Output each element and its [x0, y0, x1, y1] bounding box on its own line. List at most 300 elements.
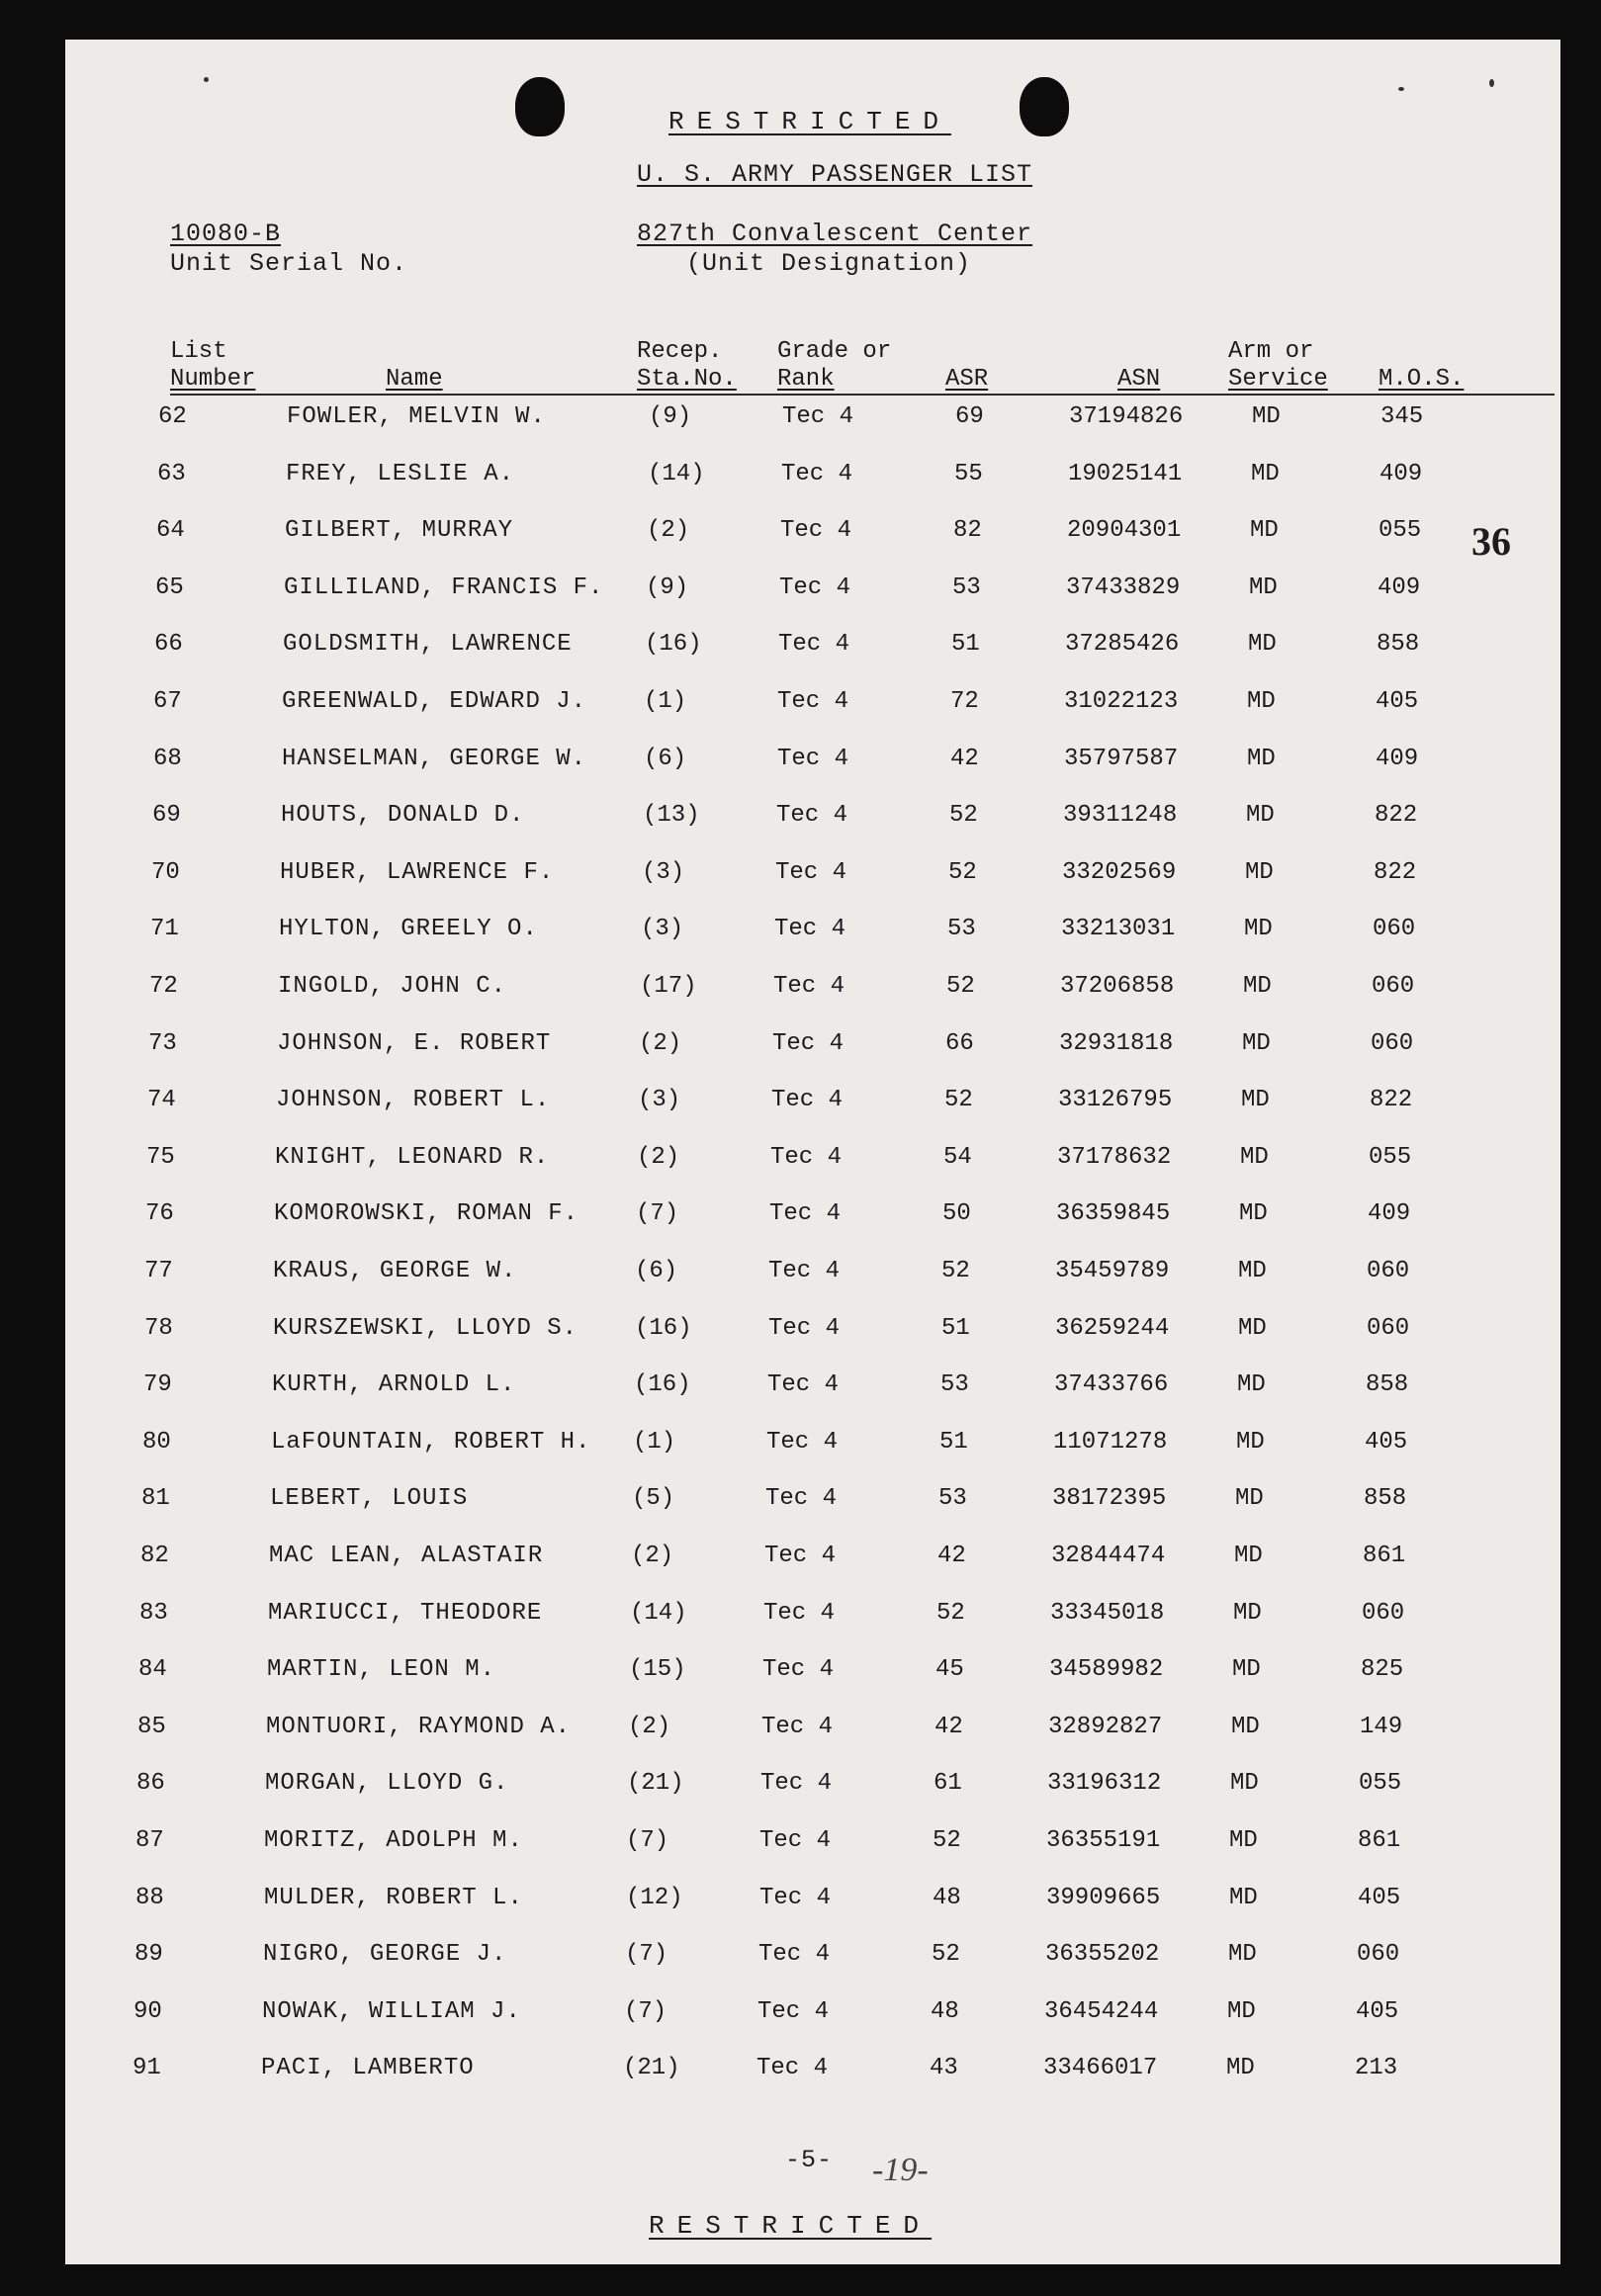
col-header-line: Rank [777, 366, 835, 393]
table-row [65, 1429, 1560, 1468]
recep-sta-cell: (15) [629, 1656, 686, 1684]
list-number-cell: 83 [139, 1599, 168, 1627]
asr-cell: 42 [950, 745, 979, 772]
arm-cell: MD [1231, 1713, 1260, 1740]
recep-sta-cell: (16) [634, 1371, 691, 1399]
arm-cell: MD [1248, 631, 1277, 659]
table-row [65, 688, 1560, 728]
grade-cell: Tec 4 [762, 1656, 835, 1684]
recep-sta-cell: (16) [635, 1314, 692, 1342]
list-number-cell: 69 [152, 802, 181, 830]
asn-cell: 33196312 [1047, 1770, 1162, 1798]
arm-cell: MD [1247, 688, 1276, 715]
asr-cell: 51 [941, 1314, 970, 1342]
table-row [65, 461, 1560, 500]
mos-cell: 060 [1367, 1258, 1410, 1284]
asn-cell: 36454244 [1044, 1997, 1159, 2025]
asr-cell: 45 [935, 1656, 964, 1684]
mos-cell: 405 [1376, 688, 1419, 715]
asr-cell: 43 [930, 2055, 958, 2082]
list-number-cell: 85 [137, 1713, 166, 1740]
grade-cell: Tec 4 [768, 1258, 841, 1284]
mos-cell: 055 [1379, 517, 1422, 545]
asr-cell: 53 [938, 1485, 967, 1513]
asn-cell: 31022123 [1064, 688, 1179, 715]
grade-cell: Tec 4 [757, 1997, 830, 2025]
name-cell: KRAUS, GEORGE W. [273, 1258, 517, 1284]
table-row [65, 1543, 1560, 1582]
list-number-cell: 87 [135, 1827, 164, 1854]
table-row [65, 1030, 1560, 1070]
col-header-line: Service [1228, 366, 1328, 393]
arm-cell: MD [1239, 1200, 1268, 1228]
asr-cell: 48 [931, 1997, 959, 2025]
asr-cell: 52 [946, 973, 975, 1000]
arm-cell: MD [1245, 858, 1274, 886]
recep-sta-cell: (6) [635, 1258, 678, 1284]
name-cell: JOHNSON, E. ROBERT [277, 1029, 552, 1057]
name-cell: NIGRO, GEORGE J. [263, 1941, 507, 1969]
unit-designation-label: (Unit Designation) [686, 249, 972, 278]
col-header-name [386, 366, 443, 394]
asr-cell: 51 [951, 631, 980, 659]
grade-cell: Tec 4 [780, 517, 852, 545]
table-row [65, 859, 1560, 899]
table-row [65, 746, 1560, 785]
mos-cell: 060 [1372, 973, 1415, 1000]
col-header-asr [945, 366, 988, 394]
asr-cell: 50 [942, 1200, 971, 1228]
mos-cell: 409 [1376, 745, 1419, 772]
grade-cell: Tec 4 [759, 1884, 832, 1911]
mos-cell: 822 [1370, 1087, 1413, 1114]
name-cell: KNIGHT, LEONARD R. [275, 1143, 550, 1171]
page-number: -5- [785, 2146, 834, 2174]
asn-cell: 38172395 [1052, 1485, 1167, 1513]
arm-cell: MD [1234, 1543, 1263, 1569]
grade-cell: Tec 4 [775, 858, 847, 886]
grade-cell: Tec 4 [773, 973, 845, 1000]
asn-cell: 37194826 [1069, 403, 1184, 430]
arm-cell: MD [1226, 2055, 1255, 2082]
asr-cell: 48 [933, 1884, 961, 1911]
asn-cell: 36355202 [1045, 1941, 1160, 1969]
arm-cell: MD [1232, 1656, 1261, 1684]
unit-serial-label: Unit Serial No. [170, 249, 408, 278]
list-number-cell: 73 [148, 1029, 177, 1057]
list-number-cell: 91 [133, 2055, 161, 2082]
name-cell: KOMOROWSKI, ROMAN F. [274, 1200, 579, 1228]
speck [204, 77, 209, 82]
table-row [65, 916, 1560, 955]
grade-cell: Tec 4 [760, 1770, 833, 1798]
asn-cell: 39909665 [1046, 1884, 1161, 1911]
table-row [65, 1714, 1560, 1753]
name-cell: GREENWALD, EDWARD J. [282, 688, 587, 715]
mos-cell: 409 [1368, 1200, 1411, 1228]
recep-sta-cell: (3) [641, 916, 684, 943]
mos-cell: 405 [1356, 1997, 1399, 2025]
name-cell: MORITZ, ADOLPH M. [264, 1827, 523, 1854]
grade-cell: Tec 4 [756, 2055, 829, 2082]
mos-cell: 060 [1362, 1599, 1405, 1627]
list-number-cell: 70 [151, 858, 180, 886]
name-cell: NOWAK, WILLIAM J. [262, 1997, 521, 2025]
name-cell: MARIUCCI, THEODORE [268, 1599, 543, 1627]
table-row [65, 1371, 1560, 1411]
asr-cell: 51 [939, 1428, 968, 1456]
asr-cell: 72 [950, 688, 979, 715]
table-row [65, 802, 1560, 841]
recep-sta-cell: (2) [639, 1029, 682, 1057]
name-cell: LaFOUNTAIN, ROBERT H. [271, 1428, 591, 1456]
name-cell: MONTUORI, RAYMOND A. [266, 1713, 572, 1740]
asr-cell: 66 [945, 1029, 974, 1057]
table-row [65, 1315, 1560, 1355]
mos-cell: 409 [1378, 574, 1421, 601]
table-row [65, 574, 1560, 614]
recep-sta-cell: (5) [632, 1485, 675, 1513]
table-row [65, 1087, 1560, 1126]
asn-cell: 19025141 [1068, 460, 1183, 487]
speck [1489, 79, 1494, 87]
list-number-cell: 81 [141, 1485, 170, 1513]
arm-cell: MD [1247, 745, 1276, 772]
name-cell: FOWLER, MELVIN W. [287, 403, 546, 430]
grade-cell: Tec 4 [777, 688, 849, 715]
asr-cell: 82 [953, 517, 982, 545]
list-number-cell: 80 [142, 1428, 171, 1456]
asn-cell: 37178632 [1057, 1143, 1172, 1171]
name-cell: HOUTS, DONALD D. [281, 802, 525, 830]
recep-sta-cell: (7) [625, 1941, 668, 1969]
col-header-line: Recep. [637, 338, 723, 365]
asn-cell: 35797587 [1064, 745, 1179, 772]
grade-cell: Tec 4 [777, 745, 849, 772]
name-cell: MULDER, ROBERT L. [264, 1884, 523, 1911]
mos-cell: 405 [1365, 1428, 1408, 1456]
arm-cell: MD [1242, 1029, 1271, 1057]
grade-cell: Tec 4 [764, 1543, 837, 1569]
list-number-cell: 66 [154, 631, 183, 659]
asn-cell: 33202569 [1062, 858, 1177, 886]
mos-cell: 060 [1371, 1029, 1414, 1057]
grade-cell: Tec 4 [759, 1827, 832, 1854]
asr-cell: 53 [940, 1371, 969, 1399]
table-row [65, 1998, 1560, 2038]
recep-sta-cell: (2) [637, 1143, 680, 1171]
list-number-cell: 65 [155, 574, 184, 601]
name-cell: GILLILAND, FRANCIS F. [284, 574, 604, 601]
list-number-cell: 76 [145, 1200, 174, 1228]
asr-cell: 55 [954, 460, 983, 487]
mos-cell: 060 [1357, 1941, 1400, 1969]
asn-cell: 37433829 [1066, 574, 1181, 601]
recep-sta-cell: (6) [644, 745, 687, 772]
recep-sta-cell: (14) [630, 1599, 687, 1627]
mos-cell: 861 [1358, 1827, 1401, 1854]
punch-hole-left [515, 77, 565, 136]
col-header-line: Number [170, 366, 256, 393]
arm-cell: MD [1249, 574, 1278, 601]
mos-cell: 861 [1363, 1543, 1406, 1569]
table-row [65, 1770, 1560, 1810]
asn-cell: 33466017 [1043, 2055, 1158, 2082]
name-cell: MAC LEAN, ALASTAIR [269, 1543, 544, 1569]
recep-sta-cell: (13) [643, 802, 700, 830]
arm-cell: MD [1237, 1371, 1266, 1399]
name-cell: HUBER, LAWRENCE F. [280, 858, 555, 886]
name-cell: GOLDSMITH, LAWRENCE [283, 631, 573, 659]
col-header-line: M.O.S. [1379, 366, 1465, 393]
col-header-mos [1379, 366, 1464, 394]
col-header-grade [777, 338, 891, 394]
name-cell: HYLTON, GREELY O. [279, 916, 538, 943]
recep-sta-cell: (2) [647, 517, 690, 545]
asr-cell: 61 [934, 1770, 962, 1798]
grade-cell: Tec 4 [766, 1428, 839, 1456]
col-header-line: Sta.No. [637, 366, 737, 393]
recep-sta-cell: (21) [623, 2055, 680, 2082]
arm-cell: MD [1233, 1599, 1262, 1627]
col-header-line: Arm or [1228, 338, 1314, 365]
col-header-line: ASR [945, 366, 989, 393]
grade-cell: Tec 4 [769, 1200, 842, 1228]
table-row [65, 1827, 1560, 1867]
mos-cell: 822 [1375, 802, 1418, 830]
mos-cell: 822 [1374, 858, 1417, 886]
asn-cell: 36259244 [1055, 1314, 1170, 1342]
name-cell: PACI, LAMBERTO [261, 2055, 475, 2082]
asr-cell: 54 [943, 1143, 972, 1171]
name-cell: JOHNSON, ROBERT L. [276, 1087, 551, 1114]
classification-top: RESTRICTED [668, 107, 952, 136]
asr-cell: 69 [955, 403, 984, 430]
asn-cell: 32931818 [1059, 1029, 1174, 1057]
table-row [65, 1885, 1560, 1924]
classification-bottom: RESTRICTED [649, 2211, 933, 2241]
table-row [65, 1485, 1560, 1525]
recep-sta-cell: (2) [628, 1713, 671, 1740]
list-number-cell: 72 [149, 973, 178, 1000]
grade-cell: Tec 4 [768, 1314, 841, 1342]
asn-cell: 32892827 [1048, 1713, 1163, 1740]
grade-cell: Tec 4 [774, 916, 846, 943]
grade-cell: Tec 4 [765, 1485, 838, 1513]
list-number-cell: 88 [135, 1884, 164, 1911]
arm-cell: MD [1244, 916, 1273, 943]
table-row [65, 403, 1560, 443]
grade-cell: Tec 4 [767, 1371, 840, 1399]
table-row [65, 2055, 1560, 2094]
asr-cell: 52 [948, 858, 977, 886]
arm-cell: MD [1252, 403, 1281, 430]
asn-cell: 36355191 [1046, 1827, 1161, 1854]
grade-cell: Tec 4 [771, 1087, 844, 1114]
list-number-cell: 67 [153, 688, 182, 715]
asr-cell: 42 [934, 1713, 963, 1740]
grade-cell: Tec 4 [772, 1029, 845, 1057]
arm-cell: MD [1246, 802, 1275, 830]
table-row [65, 1258, 1560, 1297]
recep-sta-cell: (7) [636, 1200, 679, 1228]
mos-cell: 858 [1364, 1485, 1407, 1513]
name-cell: HANSELMAN, GEORGE W. [282, 745, 587, 772]
recep-sta-cell: (1) [633, 1428, 676, 1456]
grade-cell: Tec 4 [761, 1713, 834, 1740]
recep-sta-cell: (9) [649, 403, 692, 430]
grade-cell: Tec 4 [770, 1143, 843, 1171]
asn-cell: 34589982 [1049, 1656, 1164, 1684]
list-number-cell: 90 [133, 1997, 162, 2025]
arm-cell: MD [1229, 1827, 1258, 1854]
list-number-cell: 89 [134, 1941, 163, 1969]
table-row [65, 1600, 1560, 1639]
table-row [65, 1144, 1560, 1184]
list-number-cell: 84 [138, 1656, 167, 1684]
mos-cell: 405 [1358, 1884, 1401, 1911]
unit-designation-value: 827th Convalescent Center [637, 220, 1033, 248]
list-number-cell: 82 [140, 1543, 169, 1569]
asr-cell: 52 [944, 1087, 973, 1114]
table-row [65, 973, 1560, 1013]
arm-cell: MD [1250, 517, 1279, 545]
col-header-recep-sta [637, 338, 737, 394]
mos-cell: 858 [1366, 1371, 1409, 1399]
grade-cell: Tec 4 [763, 1599, 836, 1627]
asn-cell: 36359845 [1056, 1200, 1171, 1228]
document-title: U. S. ARMY PASSENGER LIST [637, 160, 1033, 189]
arm-cell: MD [1243, 973, 1272, 1000]
arm-cell: MD [1235, 1485, 1264, 1513]
mos-cell: 409 [1379, 460, 1423, 487]
asn-cell: 37433766 [1054, 1371, 1169, 1399]
handwritten-page-number: -19- [872, 2152, 929, 2188]
header-rule [170, 394, 1555, 396]
name-cell: GILBERT, MURRAY [285, 517, 514, 545]
grade-cell: Tec 4 [778, 631, 850, 659]
list-number-cell: 86 [136, 1770, 165, 1798]
asn-cell: 33213031 [1061, 916, 1176, 943]
col-header-line: Grade or [777, 338, 892, 365]
recep-sta-cell: (1) [644, 688, 687, 715]
mos-cell: 055 [1369, 1143, 1412, 1171]
recep-sta-cell: (3) [642, 858, 685, 886]
mos-cell: 858 [1377, 631, 1420, 659]
table-row [65, 1200, 1560, 1240]
mos-cell: 060 [1367, 1314, 1410, 1342]
arm-cell: MD [1229, 1884, 1258, 1911]
name-cell: INGOLD, JOHN C. [278, 973, 507, 1000]
recep-sta-cell: (16) [645, 631, 702, 659]
asr-cell: 52 [933, 1827, 961, 1854]
asn-cell: 20904301 [1067, 517, 1182, 545]
list-number-cell: 62 [158, 403, 187, 430]
col-header-line: List [170, 338, 227, 365]
arm-cell: MD [1240, 1143, 1269, 1171]
mos-cell: 060 [1373, 916, 1416, 943]
mos-cell: 213 [1355, 2055, 1398, 2082]
list-number-cell: 78 [144, 1314, 173, 1342]
list-number-cell: 68 [153, 745, 182, 772]
asr-cell: 42 [937, 1543, 966, 1569]
list-number-cell: 74 [147, 1087, 176, 1114]
col-header-arm [1228, 338, 1328, 394]
list-number-cell: 71 [150, 916, 179, 943]
asn-cell: 33345018 [1050, 1599, 1165, 1627]
mos-cell: 345 [1380, 403, 1424, 430]
recep-sta-cell: (14) [648, 460, 705, 487]
col-header-asn [1117, 366, 1160, 394]
recep-sta-cell: (2) [631, 1543, 674, 1569]
name-cell: LEBERT, LOUIS [270, 1485, 469, 1513]
list-number-cell: 64 [156, 517, 185, 545]
arm-cell: MD [1251, 460, 1280, 487]
grade-cell: Tec 4 [781, 460, 853, 487]
mos-cell: 149 [1360, 1713, 1403, 1740]
recep-sta-cell: (21) [627, 1770, 684, 1798]
asr-cell: 52 [941, 1258, 970, 1284]
name-cell: FREY, LESLIE A. [286, 460, 515, 487]
asn-cell: 35459789 [1055, 1258, 1170, 1284]
recep-sta-cell: (12) [626, 1884, 683, 1911]
table-row [65, 631, 1560, 670]
list-number-cell: 77 [144, 1258, 173, 1284]
asr-cell: 52 [936, 1599, 965, 1627]
arm-cell: MD [1230, 1770, 1259, 1798]
asn-cell: 11071278 [1053, 1428, 1168, 1456]
recep-sta-cell: (7) [624, 1997, 667, 2025]
name-cell: MARTIN, LEON M. [267, 1656, 496, 1684]
punch-hole-right [1020, 77, 1069, 136]
arm-cell: MD [1228, 1941, 1257, 1969]
speck [1398, 87, 1404, 91]
recep-sta-cell: (17) [640, 973, 697, 1000]
recep-sta-cell: (3) [638, 1087, 681, 1114]
asr-cell: 53 [952, 574, 981, 601]
col-header-list-number [170, 338, 255, 394]
arm-cell: MD [1238, 1258, 1267, 1284]
grade-cell: Tec 4 [782, 403, 854, 430]
arm-cell: MD [1238, 1314, 1267, 1342]
asr-cell: 53 [947, 916, 976, 943]
mos-cell: 825 [1361, 1656, 1404, 1684]
asn-cell: 33126795 [1058, 1087, 1173, 1114]
grade-cell: Tec 4 [779, 574, 851, 601]
asn-cell: 32844474 [1051, 1543, 1166, 1569]
list-number-cell: 63 [157, 460, 186, 487]
list-number-cell: 75 [146, 1143, 175, 1171]
document-page [65, 40, 1560, 2264]
name-cell: KURTH, ARNOLD L. [272, 1371, 516, 1399]
table-row [65, 1941, 1560, 1981]
recep-sta-cell: (7) [626, 1827, 669, 1854]
name-cell: MORGAN, LLOYD G. [265, 1770, 509, 1798]
table-row [65, 517, 1560, 557]
col-header-line: ASN [1117, 366, 1161, 393]
arm-cell: MD [1227, 1997, 1256, 2025]
recep-sta-cell: (9) [646, 574, 689, 601]
margin-note: 36 [1471, 519, 1511, 564]
asr-cell: 52 [932, 1941, 960, 1969]
asn-cell: 39311248 [1063, 802, 1178, 830]
name-cell: KURSZEWSKI, LLOYD S. [273, 1314, 578, 1342]
list-number-cell: 79 [143, 1371, 172, 1399]
asn-cell: 37285426 [1065, 631, 1180, 659]
arm-cell: MD [1236, 1428, 1265, 1456]
mos-cell: 055 [1359, 1770, 1402, 1798]
table-row [65, 1656, 1560, 1696]
